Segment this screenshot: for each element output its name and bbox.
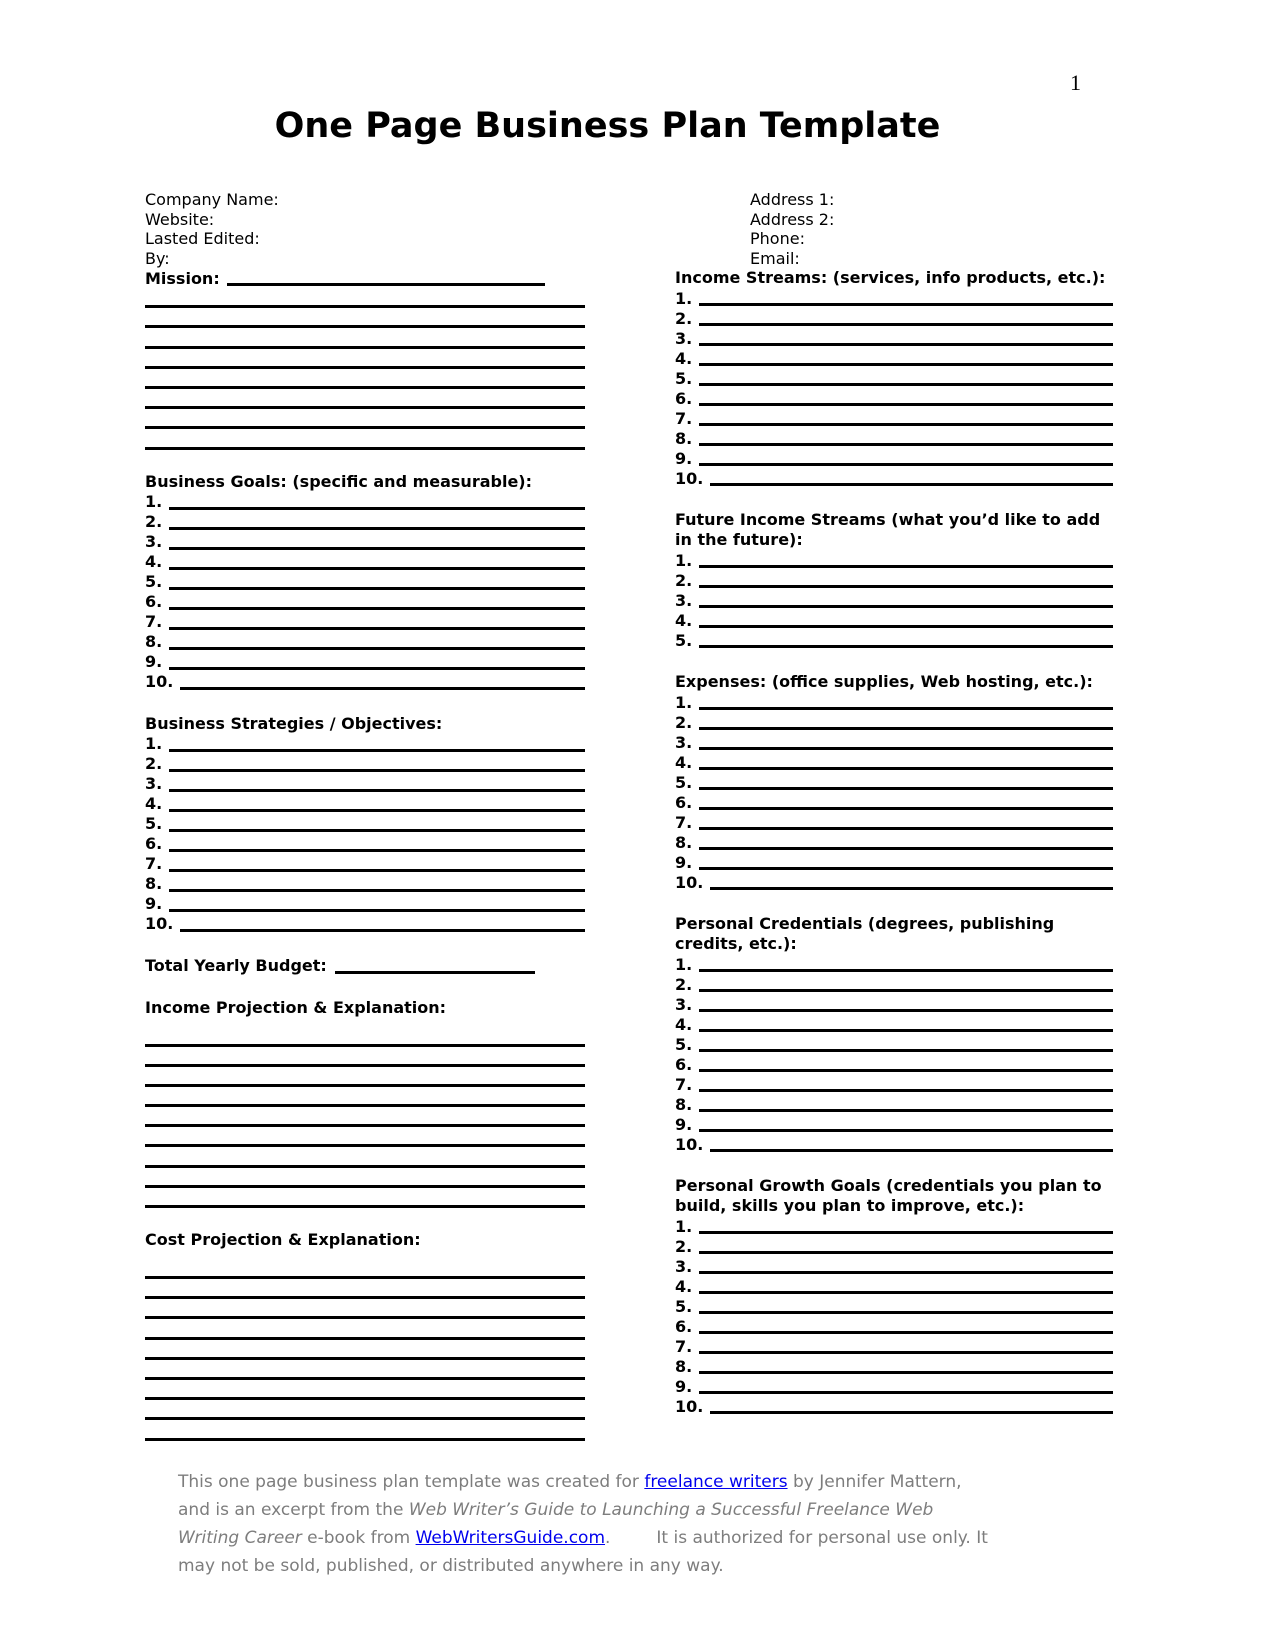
item-number: 9. xyxy=(675,852,693,872)
blank-line xyxy=(699,1371,1113,1374)
blank-line xyxy=(145,1299,585,1319)
section-business-strategies xyxy=(145,714,585,934)
blank-line xyxy=(710,483,1113,486)
section-income-projection xyxy=(145,998,585,1209)
blank-line xyxy=(169,627,585,630)
blank-line xyxy=(699,1251,1113,1254)
page-number: 1 xyxy=(1070,70,1081,95)
blank-line xyxy=(169,647,585,650)
section-heading xyxy=(675,672,1113,692)
numbered-item xyxy=(675,1356,1113,1376)
blank-line xyxy=(699,343,1113,346)
item-number: 1. xyxy=(675,288,693,308)
field-label: Mission: xyxy=(145,268,220,288)
numbered-item xyxy=(675,388,1113,408)
numbered-item xyxy=(675,1134,1113,1154)
section-heading xyxy=(145,998,585,1018)
blank-line xyxy=(699,1351,1113,1354)
numbered-item xyxy=(145,814,585,834)
numbered-item xyxy=(675,732,1113,752)
item-number: 10. xyxy=(145,914,174,933)
blank-line xyxy=(699,747,1113,750)
blank-line xyxy=(699,303,1113,306)
numbered-item xyxy=(675,590,1113,610)
item-number: 5. xyxy=(675,772,693,792)
numbered-item xyxy=(145,592,585,612)
numbered-item xyxy=(145,532,585,552)
item-number: 7. xyxy=(145,854,163,873)
numbered-item xyxy=(675,570,1113,590)
item-number: 1. xyxy=(675,550,693,570)
item-number: 8. xyxy=(675,428,693,448)
blank-line xyxy=(145,1319,585,1339)
numbered-item xyxy=(145,512,585,532)
footer-text-segment: by Jennifer Mattern, xyxy=(787,1472,962,1492)
blank-line xyxy=(699,1231,1113,1234)
numbered-item xyxy=(675,1054,1113,1074)
section-income-streams xyxy=(675,268,1113,488)
heading-line: credits, etc.): xyxy=(675,934,797,953)
item-number: 5. xyxy=(145,814,163,833)
labeled-blank-row xyxy=(145,268,585,288)
blank-line xyxy=(145,308,585,328)
item-number: 5. xyxy=(675,1034,693,1054)
item-number: 6. xyxy=(145,592,163,611)
blank-line xyxy=(699,565,1113,568)
section-personal-growth-goals xyxy=(675,1176,1113,1416)
blank-line xyxy=(699,787,1113,790)
section-total-yearly-budget xyxy=(145,956,585,976)
numbered-item xyxy=(145,874,585,894)
blank-line xyxy=(145,429,585,449)
numbered-item xyxy=(675,1236,1113,1256)
blank-line xyxy=(145,349,585,369)
blank-line xyxy=(710,1411,1113,1414)
footer-text-segment: This one page business plan template was created for xyxy=(178,1472,645,1492)
blank-line xyxy=(335,971,535,974)
item-number: 1. xyxy=(145,734,163,753)
blank-line xyxy=(169,889,585,892)
numbered-item xyxy=(675,1014,1113,1034)
heading-line: Cost Projection & Explanation: xyxy=(145,1230,421,1249)
item-number: 6. xyxy=(675,1316,693,1336)
blank-line xyxy=(699,323,1113,326)
blank-line xyxy=(169,849,585,852)
item-number: 7. xyxy=(675,1336,693,1356)
section-heading xyxy=(675,510,1113,550)
numbered-item xyxy=(145,492,585,512)
item-number: 2. xyxy=(675,308,693,328)
section-mission xyxy=(145,268,585,450)
blank-line xyxy=(145,369,585,389)
blank-line xyxy=(169,809,585,812)
blank-line xyxy=(145,1380,585,1400)
blank-line xyxy=(699,847,1113,850)
info-field-label: Lasted Edited: xyxy=(145,229,260,248)
item-number: 10. xyxy=(675,1134,704,1154)
item-number: 2. xyxy=(675,570,693,590)
section-business-goals xyxy=(145,472,585,692)
item-number: 10. xyxy=(675,872,704,892)
info-field-label: Website: xyxy=(145,209,215,229)
item-number: 8. xyxy=(145,874,163,893)
numbered-item xyxy=(675,428,1113,448)
blank-line xyxy=(145,409,585,429)
item-number: 4. xyxy=(145,552,163,571)
blank-line xyxy=(699,443,1113,446)
blank-line xyxy=(145,1279,585,1299)
blank-line xyxy=(145,1018,585,1047)
blank-line xyxy=(169,769,585,772)
blank-line xyxy=(169,789,585,792)
section-heading xyxy=(675,1176,1113,1216)
numbered-item xyxy=(675,1034,1113,1054)
footer-link[interactable]: freelance writers xyxy=(644,1472,788,1492)
footer-line xyxy=(178,1468,1078,1496)
blank-line xyxy=(145,1250,585,1279)
item-number: 3. xyxy=(675,1256,693,1276)
item-number: 9. xyxy=(145,894,163,913)
blank-line xyxy=(699,363,1113,366)
blank-line xyxy=(145,1360,585,1380)
item-number: 7. xyxy=(145,612,163,631)
blank-line xyxy=(169,829,585,832)
blank-line xyxy=(699,1291,1113,1294)
numbered-item xyxy=(675,832,1113,852)
numbered-item xyxy=(675,308,1113,328)
item-number: 2. xyxy=(675,712,693,732)
blank-line xyxy=(145,1087,585,1107)
blank-line xyxy=(699,1109,1113,1112)
item-number: 3. xyxy=(675,328,693,348)
numbered-item xyxy=(675,1094,1113,1114)
blank-line xyxy=(169,909,585,912)
section-heading xyxy=(145,1230,585,1250)
numbered-item xyxy=(675,328,1113,348)
blank-line xyxy=(699,463,1113,466)
footer-text-segment: It is authorized for personal use only. It xyxy=(656,1528,988,1548)
blank-line xyxy=(145,1420,585,1440)
numbered-item xyxy=(675,1114,1113,1134)
section-personal-credentials xyxy=(675,914,1113,1154)
numbered-item xyxy=(145,652,585,672)
blank-line xyxy=(710,887,1113,890)
blank-line xyxy=(699,1069,1113,1072)
numbered-item xyxy=(145,894,585,914)
heading-line: Business Goals: (specific and measurable): xyxy=(145,471,533,491)
numbered-item xyxy=(675,1316,1113,1336)
numbered-item xyxy=(675,1376,1113,1396)
numbered-item xyxy=(675,550,1113,570)
item-number: 1. xyxy=(675,1216,693,1236)
blank-line xyxy=(699,645,1113,648)
blank-line xyxy=(699,1049,1113,1052)
numbered-item xyxy=(145,632,585,652)
numbered-item xyxy=(145,672,585,692)
heading-line: Income Streams: (services, info products, etc.): xyxy=(675,268,1106,287)
blank-line xyxy=(169,749,585,752)
numbered-item xyxy=(145,754,585,774)
numbered-item xyxy=(675,1256,1113,1276)
heading-line: Personal Credentials (degrees, publishing xyxy=(675,914,1055,933)
blank-line xyxy=(699,625,1113,628)
item-number: 5. xyxy=(145,572,163,591)
numbered-item xyxy=(675,630,1113,650)
blank-line xyxy=(699,423,1113,426)
item-number: 4. xyxy=(675,1014,693,1034)
numbered-item xyxy=(675,1074,1113,1094)
blank-line xyxy=(145,328,585,348)
heading-line: Income Projection & Explanation: xyxy=(145,997,447,1017)
item-number: 2. xyxy=(675,1236,693,1256)
heading-line: Personal Growth Goals (credentials you plan to xyxy=(675,1176,1102,1195)
item-number: 2. xyxy=(145,512,163,531)
blank-line xyxy=(180,929,585,932)
blank-line xyxy=(699,969,1113,972)
blank-line xyxy=(145,1400,585,1420)
right-column xyxy=(675,190,1113,1416)
heading-line: in the future): xyxy=(675,530,803,549)
blank-line xyxy=(227,283,545,286)
blank-line xyxy=(699,767,1113,770)
numbered-item xyxy=(675,1216,1113,1236)
numbered-item xyxy=(675,468,1113,488)
numbered-item xyxy=(145,774,585,794)
blank-line xyxy=(169,527,585,530)
left-column xyxy=(145,190,585,1441)
blank-line xyxy=(699,1089,1113,1092)
blank-line xyxy=(169,667,585,670)
footer-link[interactable]: WebWritersGuide.com xyxy=(415,1528,606,1548)
item-number: 9. xyxy=(675,1114,693,1134)
item-number: 8. xyxy=(145,632,163,651)
numbered-item xyxy=(675,610,1113,630)
item-number: 9. xyxy=(145,652,163,671)
page-title: One Page Business Plan Template xyxy=(274,106,941,146)
numbered-item xyxy=(145,552,585,572)
footer-line xyxy=(178,1524,1078,1552)
numbered-item xyxy=(675,792,1113,812)
blank-line xyxy=(699,827,1113,830)
labeled-blank-row xyxy=(145,956,585,976)
numbered-item xyxy=(675,752,1113,772)
item-number: 1. xyxy=(145,492,163,511)
numbered-item xyxy=(145,612,585,632)
numbered-item xyxy=(675,994,1113,1014)
numbered-item xyxy=(675,348,1113,368)
numbered-item xyxy=(675,1396,1113,1416)
item-number: 2. xyxy=(145,754,163,773)
blank-line xyxy=(699,1009,1113,1012)
item-number: 3. xyxy=(145,532,163,551)
info-field-label: Company Name: xyxy=(145,190,279,209)
numbered-item xyxy=(675,772,1113,792)
numbered-item xyxy=(675,288,1113,308)
blank-line xyxy=(169,869,585,872)
numbered-item xyxy=(145,734,585,754)
blank-line xyxy=(169,507,585,510)
item-number: 1. xyxy=(675,954,693,974)
heading-line: Future Income Streams (what you’d like to add xyxy=(675,510,1101,529)
section-cost-projection xyxy=(145,1230,585,1441)
numbered-item xyxy=(675,1296,1113,1316)
item-number: 3. xyxy=(675,732,693,752)
blank-line xyxy=(145,1188,585,1208)
blank-line xyxy=(169,587,585,590)
info-field-label: By: xyxy=(145,248,170,268)
item-number: 4. xyxy=(145,794,163,813)
footer-text-segment: e-book from xyxy=(301,1528,416,1548)
blank-line xyxy=(169,547,585,550)
blank-line xyxy=(699,727,1113,730)
blank-line xyxy=(699,1271,1113,1274)
blank-line xyxy=(699,867,1113,870)
numbered-item xyxy=(675,692,1113,712)
footer-text-segment: Writing Career xyxy=(178,1528,302,1548)
blank-line xyxy=(145,1340,585,1360)
blank-line xyxy=(699,585,1113,588)
field-label: Total Yearly Budget: xyxy=(145,956,327,975)
numbered-item xyxy=(675,872,1113,892)
blank-line xyxy=(699,1391,1113,1394)
item-number: 8. xyxy=(675,1094,693,1114)
item-number: 6. xyxy=(145,834,163,853)
blank-line xyxy=(169,567,585,570)
blank-line xyxy=(699,707,1113,710)
blank-line xyxy=(699,807,1113,810)
numbered-item xyxy=(145,834,585,854)
item-number: 4. xyxy=(675,1276,693,1296)
numbered-item xyxy=(675,812,1113,832)
blank-line xyxy=(699,1331,1113,1334)
item-number: 9. xyxy=(675,1376,693,1396)
item-number: 3. xyxy=(675,994,693,1014)
section-heading xyxy=(675,268,1113,288)
numbered-item xyxy=(675,954,1113,974)
item-number: 6. xyxy=(675,1054,693,1074)
blank-line xyxy=(710,1149,1113,1152)
heading-line: build, skills you plan to improve, etc.): xyxy=(675,1196,1025,1215)
item-number: 2. xyxy=(675,974,693,994)
blank-line xyxy=(699,989,1113,992)
numbered-item xyxy=(675,368,1113,388)
section-heading xyxy=(145,714,585,734)
item-number: 4. xyxy=(675,348,693,368)
info-field-label: Phone: xyxy=(750,229,805,248)
numbered-item xyxy=(675,1276,1113,1296)
item-number: 7. xyxy=(675,1074,693,1094)
info-field-label: Address 1: xyxy=(750,190,835,209)
blank-line xyxy=(180,687,585,690)
item-number: 9. xyxy=(675,448,693,468)
blank-line xyxy=(145,1127,585,1147)
item-number: 5. xyxy=(675,1296,693,1316)
footer-text-segment: Web Writer’s Guide to Launching a Successful Freelance Web xyxy=(408,1500,934,1520)
blank-line xyxy=(699,1311,1113,1314)
item-number: 1. xyxy=(675,692,693,712)
item-number: 7. xyxy=(675,408,693,428)
item-number: 10. xyxy=(675,1396,704,1416)
numbered-item xyxy=(675,1336,1113,1356)
blank-line xyxy=(145,1047,585,1067)
section-expenses xyxy=(675,672,1113,892)
heading-line: Business Strategies / Objectives: xyxy=(145,713,443,733)
item-number: 5. xyxy=(675,368,693,388)
footer-text-segment: and is an excerpt from the xyxy=(178,1500,409,1520)
item-number: 7. xyxy=(675,812,693,832)
section-future-income-streams xyxy=(675,510,1113,650)
blank-line xyxy=(699,1029,1113,1032)
item-number: 6. xyxy=(675,388,693,408)
item-number: 3. xyxy=(675,590,693,610)
footer-line xyxy=(178,1552,1078,1580)
numbered-item xyxy=(145,854,585,874)
info-field-label: Address 2: xyxy=(750,209,835,229)
numbered-item xyxy=(675,712,1113,732)
numbered-item xyxy=(675,408,1113,428)
item-number: 10. xyxy=(675,468,704,488)
blank-line xyxy=(699,605,1113,608)
blank-line xyxy=(699,403,1113,406)
info-field-label: Email: xyxy=(750,248,800,268)
blank-line xyxy=(145,288,585,308)
footer xyxy=(178,1468,1078,1580)
blank-line xyxy=(145,1107,585,1127)
item-number: 3. xyxy=(145,774,163,793)
blank-line xyxy=(145,389,585,409)
item-number: 8. xyxy=(675,1356,693,1376)
item-number: 4. xyxy=(675,752,693,772)
section-heading xyxy=(675,914,1113,954)
section-heading xyxy=(145,472,585,492)
numbered-item xyxy=(145,572,585,592)
item-number: 10. xyxy=(145,672,174,691)
blank-line xyxy=(145,1168,585,1188)
footer-line xyxy=(178,1496,1078,1524)
numbered-item xyxy=(675,974,1113,994)
item-number: 6. xyxy=(675,792,693,812)
footer-text-segment: . xyxy=(605,1528,611,1548)
blank-line xyxy=(145,1067,585,1087)
footer-text-segment: may not be sold, published, or distributed anywhere in any way. xyxy=(178,1556,724,1576)
heading-line: Expenses: (office supplies, Web hosting, etc.): xyxy=(675,672,1093,691)
numbered-item xyxy=(145,794,585,814)
numbered-item xyxy=(145,914,585,934)
item-number: 4. xyxy=(675,610,693,630)
blank-line xyxy=(699,1129,1113,1132)
blank-line xyxy=(145,1147,585,1167)
item-number: 5. xyxy=(675,630,693,650)
blank-line xyxy=(169,607,585,610)
item-number: 8. xyxy=(675,832,693,852)
numbered-item xyxy=(675,852,1113,872)
blank-line xyxy=(699,383,1113,386)
numbered-item xyxy=(675,448,1113,468)
